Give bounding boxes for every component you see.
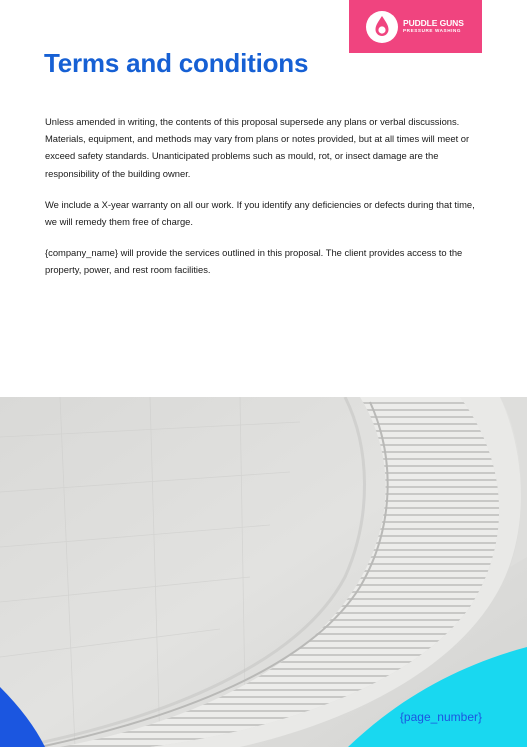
page-number: {page_number} [399,710,482,724]
staircase-photo [0,397,527,747]
water-drop-icon [365,10,399,44]
terms-body [45,113,485,293]
terms-paragraph: {company_name} will provide the services outlined in this proposal. The client provides access to the property, power, and rest room facilities. [45,247,463,276]
logo-text [403,19,464,34]
company-logo [349,0,482,53]
terms-paragraph: Unless amended in writing, the contents of this proposal supersede any plans or verbal discussions. Materials, equipment, and methods may vary from plans or notes provided, but at all times will meet or exceed safety standards. Unanticipated problems such as mould, rot, or insect damage are the responsibility of the building owner. [45,116,470,179]
page-title: Terms and conditions [44,48,309,78]
logo-name: PUDDLE GUNS [403,17,464,28]
logo-tagline: PRESSURE WASHING [403,28,462,34]
terms-paragraph: We include a X-year warranty on all our work. If you identify any deficiencies or defects during that time, we will remedy them free of charge. [45,198,475,228]
